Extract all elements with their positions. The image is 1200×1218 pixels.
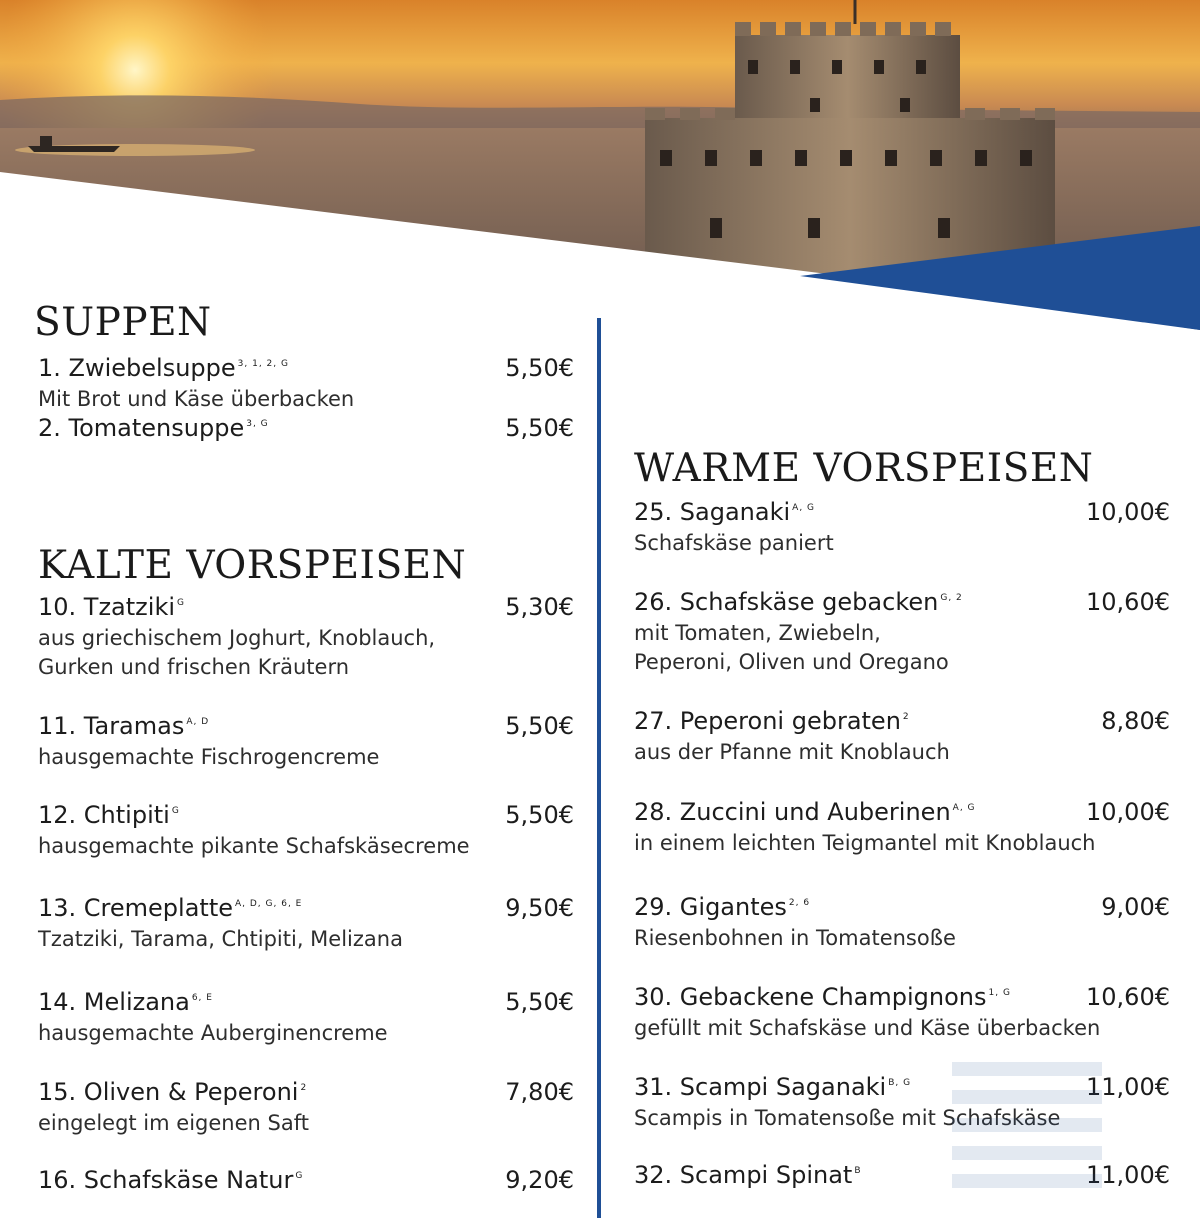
item-price: 10,00€: [1086, 498, 1170, 526]
item-description: in einem leichten Teigmantel mit Knoblauch: [634, 831, 1096, 855]
item-price: 9,20€: [505, 1166, 574, 1194]
allergen-codes: 1, G: [988, 988, 1011, 998]
item-price: 10,00€: [1086, 798, 1170, 826]
menu-item: [38, 1077, 574, 1138]
allergen-codes: B, G: [888, 1078, 912, 1088]
allergen-codes: G: [177, 598, 185, 608]
item-description: Scampis in Tomatensoße mit Schafskäse: [634, 1106, 1061, 1130]
menu-item: [38, 353, 574, 414]
allergen-codes: B: [854, 1166, 862, 1176]
allergen-codes: G: [295, 1171, 304, 1181]
item-name: 14. Melizana $^{6, E}$: [38, 988, 213, 1016]
item-description: gefüllt mit Schafskäse und Käse überbacken: [634, 1016, 1101, 1040]
menu-item: [634, 797, 1170, 858]
menu-item: [634, 982, 1170, 1043]
item-description: hausgemachte pikante Schafskäsecreme: [38, 834, 470, 858]
item-price: 10,60€: [1086, 588, 1170, 616]
item-price: 11,00€: [1086, 1161, 1170, 1189]
header-photo: [0, 0, 1200, 340]
allergen-codes: 2, 6: [788, 898, 811, 908]
item-name: 15. Oliven & Peperoni $^2$: [38, 1078, 308, 1106]
menu-item: [38, 893, 574, 954]
item-price: 5,50€: [505, 354, 574, 382]
item-price: 10,60€: [1086, 983, 1170, 1011]
menu-item: [634, 892, 1170, 953]
menu-item: [38, 800, 574, 861]
section-title-kalte-vorspeisen: KALTE VORSPEISEN: [38, 543, 467, 588]
section-title-suppen: SUPPEN: [34, 300, 212, 345]
menu-item: [634, 497, 1170, 558]
item-description: mit Tomaten, Zwiebeln,: [634, 621, 881, 645]
item-price: 5,50€: [505, 801, 574, 829]
item-description: Gurken und frischen Kräutern: [38, 655, 350, 679]
item-name: 12. Chtipiti $^G$: [38, 801, 180, 829]
allergen-codes: A, G: [792, 503, 816, 513]
item-name: 13. Cremeplatte $^{A, D, G, 6, E}$: [38, 894, 303, 922]
item-price: 7,80€: [505, 1078, 574, 1106]
item-name: 30. Gebackene Champignons $^{1, G}$: [634, 983, 1011, 1011]
allergen-codes: 2: [300, 1083, 308, 1093]
item-name: 16. Schafskäse Natur $^G$: [38, 1166, 304, 1194]
item-description: hausgemachte Auberginencreme: [38, 1021, 388, 1045]
item-price: 8,80€: [1101, 707, 1170, 735]
menu-item: [38, 987, 574, 1048]
allergen-codes: 6, E: [191, 993, 213, 1003]
item-description: Schafskäse paniert: [634, 531, 834, 555]
allergen-codes: A, D, G, 6, E: [235, 899, 303, 909]
item-description: aus griechischem Joghurt, Knoblauch,: [38, 626, 436, 650]
item-name: 11. Taramas $^{A, D}$: [38, 712, 210, 740]
allergen-codes: G, 2: [940, 593, 963, 603]
allergen-codes: 2: [902, 712, 910, 722]
item-description: aus der Pfanne mit Knoblauch: [634, 740, 950, 764]
item-price: 9,50€: [505, 894, 574, 922]
menu-item: [634, 587, 1170, 677]
menu-item: [38, 413, 574, 445]
item-price: 9,00€: [1101, 893, 1170, 921]
item-name: 26. Schafskäse gebacken $^{G, 2}$: [634, 588, 963, 616]
item-name: 28. Zuccini und Auberinen $^{A, G}$: [634, 798, 976, 826]
greek-flag-watermark-icon: [952, 1062, 1102, 1202]
menu-item: [38, 1165, 574, 1197]
allergen-codes: A, G: [952, 803, 976, 813]
item-price: 5,50€: [505, 414, 574, 442]
item-name: 10. Tzatziki $^G$: [38, 593, 185, 621]
item-description: Tzatziki, Tarama, Chtipiti, Melizana: [38, 927, 403, 951]
allergen-codes: 3, 1, 2, G: [237, 359, 289, 369]
allergen-codes: G: [171, 806, 180, 816]
item-price: 11,00€: [1086, 1073, 1170, 1101]
item-description: Mit Brot und Käse überbacken: [38, 387, 355, 411]
item-name: 25. Saganaki $^{A, G}$: [634, 498, 816, 526]
item-name: 2. Tomatensuppe $^{3, G}$: [38, 414, 269, 442]
item-name: 31. Scampi Saganaki $^{B, G}$: [634, 1073, 912, 1101]
item-name: 27. Peperoni gebraten $^2$: [634, 707, 910, 735]
item-price: 5,50€: [505, 988, 574, 1016]
item-name: 29. Gigantes $^{2, 6}$: [634, 893, 811, 921]
allergen-codes: A, D: [186, 717, 210, 727]
item-name: 1. Zwiebelsuppe $^{3, 1, 2, G}$: [38, 354, 289, 382]
item-price: 5,30€: [505, 593, 574, 621]
item-description: Riesenbohnen in Tomatensoße: [634, 926, 956, 950]
allergen-codes: 3, G: [246, 419, 269, 429]
menu-item: [634, 706, 1170, 767]
column-divider: [597, 318, 601, 1218]
item-description: eingelegt im eigenen Saft: [38, 1111, 309, 1135]
menu-item: [38, 592, 574, 682]
item-description: Peperoni, Oliven und Oregano: [634, 650, 949, 674]
menu-item: [38, 711, 574, 772]
item-description: hausgemachte Fischrogencreme: [38, 745, 380, 769]
item-name: 32. Scampi Spinat $^B$: [634, 1161, 862, 1189]
item-price: 5,50€: [505, 712, 574, 740]
section-title-warme-vorspeisen: WARME VORSPEISEN: [634, 446, 1094, 491]
